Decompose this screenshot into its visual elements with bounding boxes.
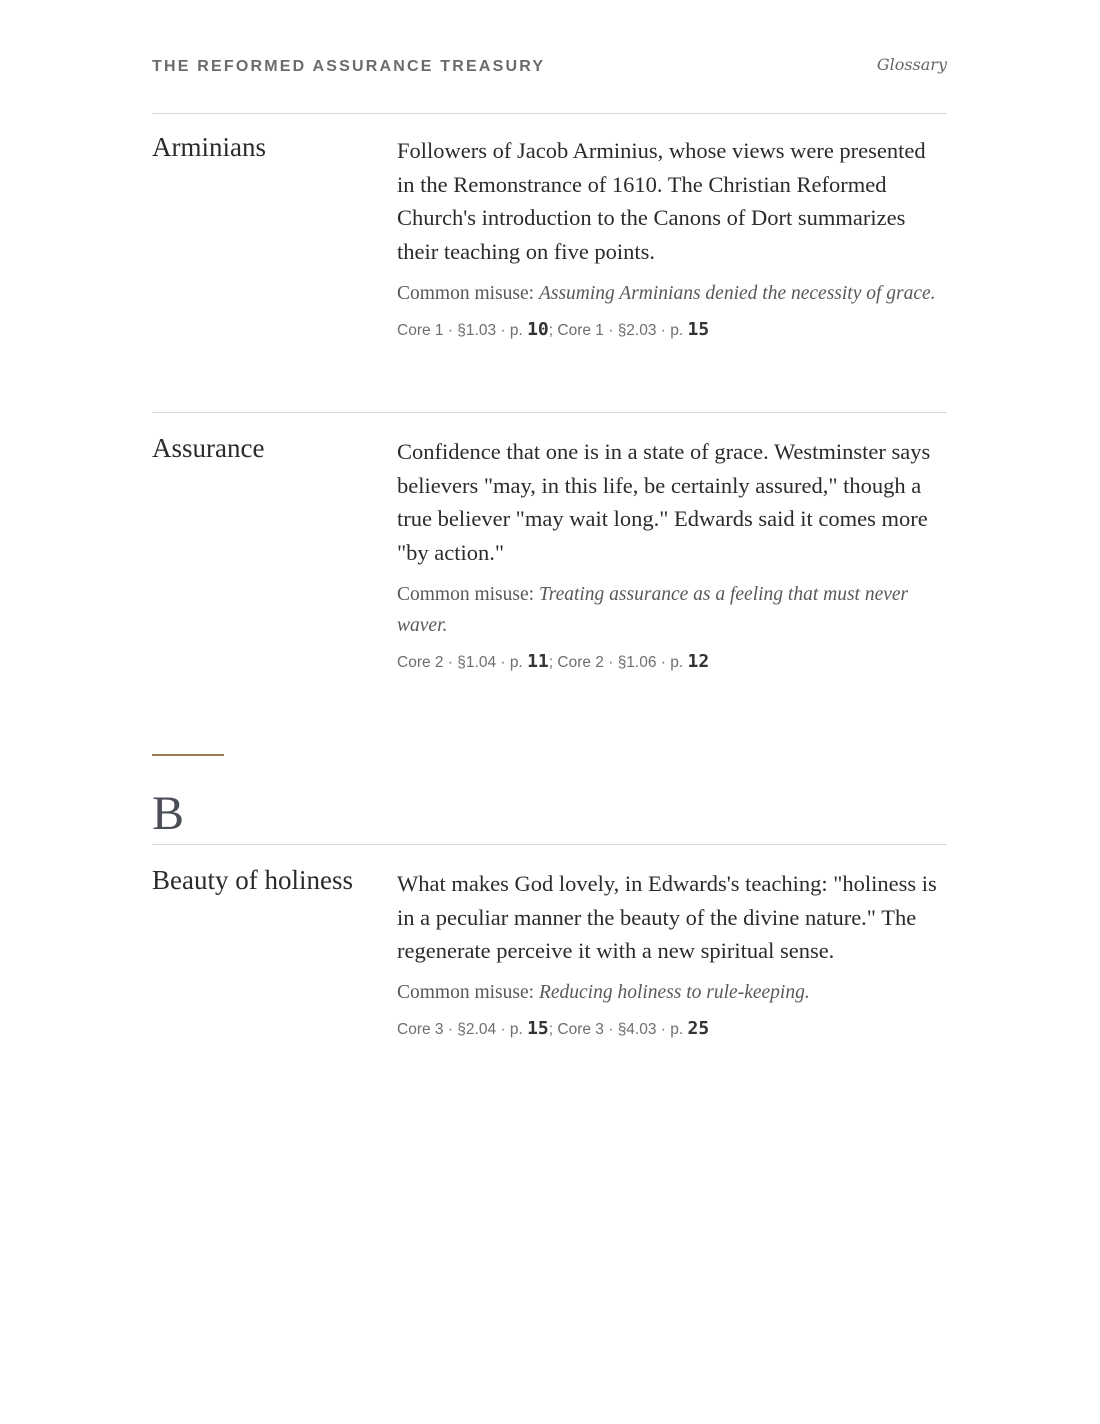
letter-label: B xyxy=(152,787,185,840)
entry-references xyxy=(397,1017,947,1042)
entry-definition: Confidence that one is in a state of grace. Westminster says believers "may, in this life, be certainly assured," though a true believer "may wait long." Edwards said it comes more "by action." xyxy=(397,439,931,566)
ref-location: Core 3 · §2.04 · p. xyxy=(397,1021,528,1039)
glossary-page xyxy=(152,0,947,1040)
glossary-entry-beauty-of-holiness xyxy=(152,864,947,1042)
entry-misuse xyxy=(397,977,947,1008)
misuse-label: Common misuse: xyxy=(397,982,535,1004)
glossary-entry-arminians xyxy=(152,131,947,343)
entry-definition: What makes God lovely, in Edwards's teaching: "holiness is in a peculiar manner the beauty of the divine nature." The regenerate perceive it with a new spiritual sense. xyxy=(397,871,937,964)
ref-location: Core 2 · §1.04 · p. xyxy=(397,653,528,671)
ref-page-link[interactable]: 10 xyxy=(527,318,549,340)
misuse-label: Common misuse: xyxy=(397,583,535,605)
entry-definition: Followers of Jacob Arminius, whose views were presented in the Remonstrance of 1610. The Christian Reformed Church's introduction to the Canons of Dort summarizes their teaching on five points. xyxy=(397,138,926,265)
ref-location: Core 1 · §1.03 · p. xyxy=(397,321,528,339)
ref-location: ; Core 1 · §2.03 · p. xyxy=(548,321,688,339)
section-label: Glossary xyxy=(876,55,947,74)
misuse-text: Treating assurance as a feeling that must never waver. xyxy=(397,583,909,636)
entry-references xyxy=(397,318,947,343)
misuse-text: Assuming Arminians denied the necessity of grace. xyxy=(538,282,936,304)
ref-location: ; Core 3 · §4.03 · p. xyxy=(548,1021,688,1039)
page-header xyxy=(152,0,947,114)
glossary-entry-assurance xyxy=(152,432,947,675)
ref-location: ; Core 2 · §1.06 · p. xyxy=(548,653,688,671)
entry-misuse xyxy=(397,278,947,309)
ref-page-link[interactable]: 15 xyxy=(527,1018,549,1040)
entry-misuse xyxy=(397,579,947,641)
ref-page-link[interactable]: 25 xyxy=(687,1018,710,1040)
letter-heading xyxy=(152,754,224,838)
entry-references xyxy=(397,650,947,675)
entry-term: Beauty of holiness xyxy=(152,865,353,895)
entry-divider xyxy=(152,412,947,413)
letter-divider xyxy=(152,844,947,845)
ref-page-link[interactable]: 15 xyxy=(687,318,710,340)
ref-page-link[interactable]: 12 xyxy=(687,650,710,672)
entry-term: Arminians xyxy=(152,132,266,162)
ref-page-link[interactable]: 11 xyxy=(527,650,549,672)
entry-term: Assurance xyxy=(152,433,265,463)
misuse-label: Common misuse: xyxy=(397,282,535,304)
misuse-text: Reducing holiness to rule-keeping. xyxy=(538,982,810,1004)
running-title: THE REFORMED ASSURANCE TREASURY xyxy=(152,58,546,75)
letter-accent-rule xyxy=(152,754,224,756)
